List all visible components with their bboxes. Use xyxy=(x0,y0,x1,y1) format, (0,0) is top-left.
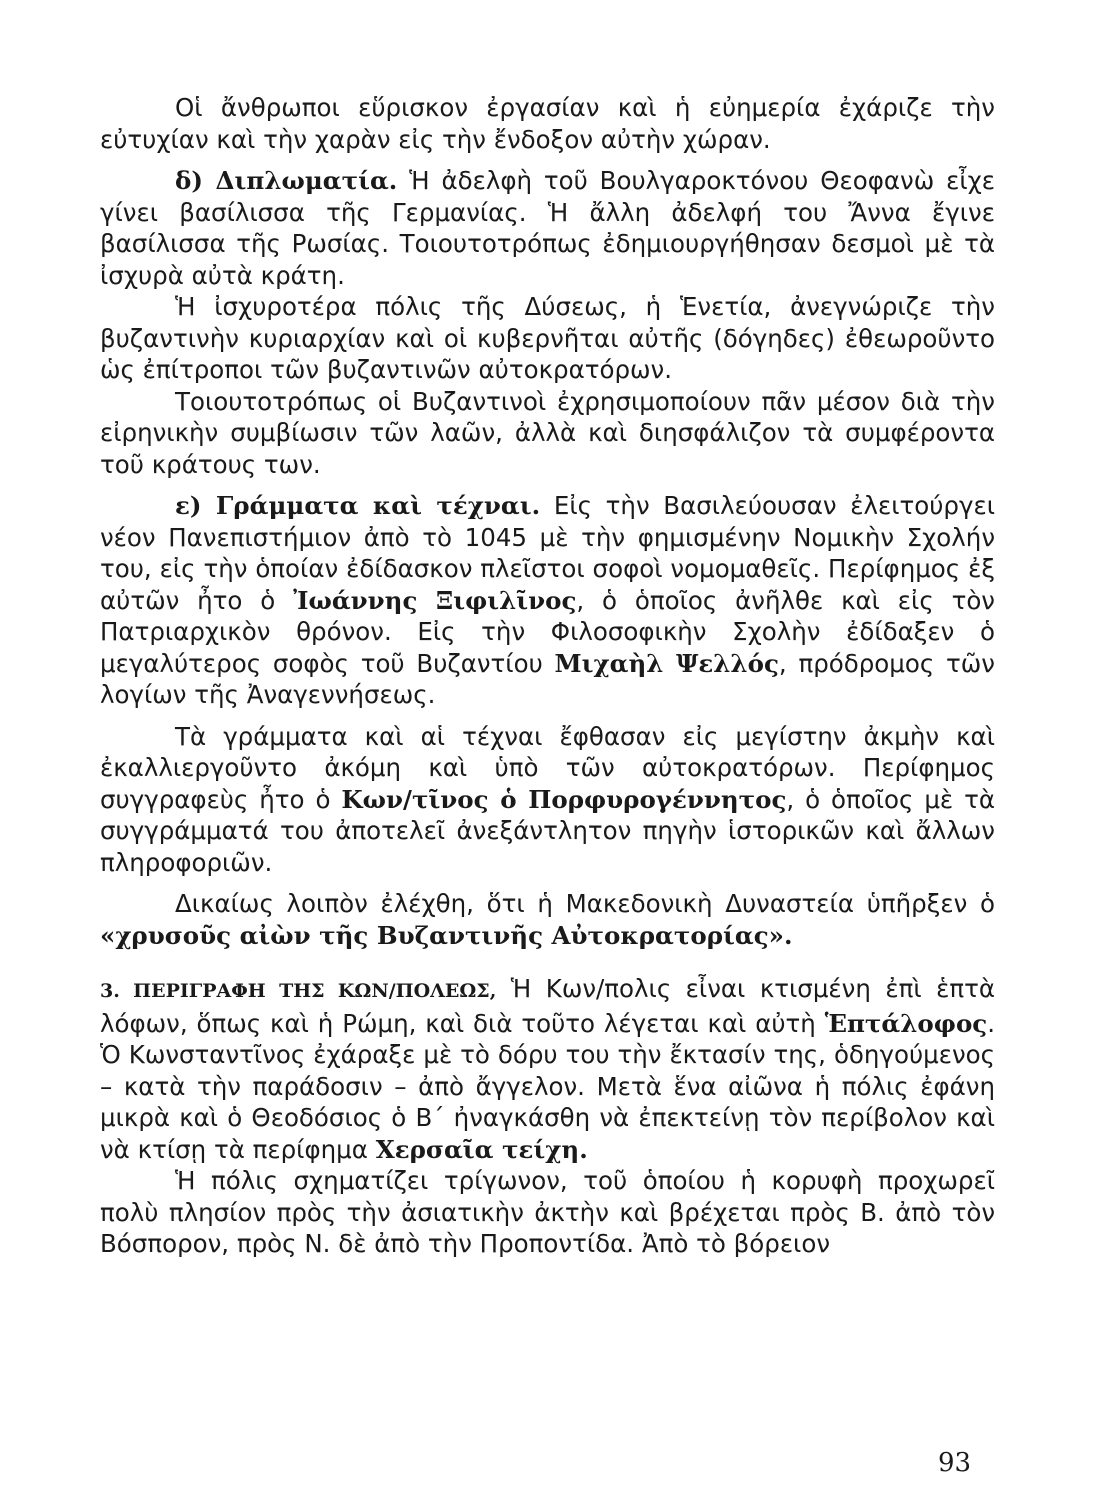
paragraph-triangle: Ἡ πόλις σχηματίζει τρίγωνον, τοῦ ὁποίου ἡ κορυφὴ προχωρεῖ πολὺ πλησίον πρὸς τὴν ἀσιατικὴν ἀκτὴν καὶ βρέχεται πρὸς Β. ἀπὸ τὸν Βόσπορον, πρὸς Ν. δὲ ἀπὸ τὴν Προποντίδα. Ἀπὸ τὸ βόρειον xyxy=(100,1166,995,1258)
name-xiphilinos: Ἰωάννης Ξιφιλῖνος xyxy=(293,585,577,615)
section-heading-diplomacy: δ) Διπλωματία. xyxy=(175,166,398,195)
paragraph-text: , ὁ ὁποῖος μὲ τὰ συγγράμματά του ἀποτελεῖ ἀνεξάντλητον πηγὴν ἱστορικῶν καὶ ἄλλων πληροφοριῶν. xyxy=(100,784,995,877)
page-body xyxy=(100,92,995,1260)
paragraph-diplomacy xyxy=(100,165,995,291)
paragraph-text: Δικαίως λοιπὸν ἐλέχθη, ὅτι ἡ Μακεδονικὴ Δυναστεία ὑπῆρξεν ὁ xyxy=(175,889,995,918)
paragraph-text: Ἡ Κων/πολις εἶναι κτισμένη ἐπὶ ἑπτὰ λόφων, ὅπως καὶ ἡ Ρώμη, καὶ διὰ τοῦτο λέγεται καὶ αὐτὴ xyxy=(100,974,996,1038)
name-psellos: Μιχαὴλ Ψελλός xyxy=(554,648,779,678)
page-number: 93 xyxy=(938,1448,972,1478)
section-heading-letters: ε) Γράμματα καὶ τέχναι. xyxy=(175,491,541,520)
paragraph-text: , ὁ ὁποῖος ἀνῆλθε καὶ εἰς τὸν Πατριαρχικὸν θρόνον. Εἰς τὴν Φιλοσοφικὴν Σχολὴν ἐδίδαξεν ὁ μεγαλύτερος σοφὸς τοῦ Βυζαντίου xyxy=(100,585,995,678)
paragraph-venice: Ἡ ἰσχυροτέρα πόλις τῆς Δύσεως, ἡ Ἑνετία, ἀνεγνώριζε τὴν βυζαντινὴν κυριαρχίαν καὶ οἱ κυβερνῆται αὐτῆς (δόγηδες) ἐθεωροῦντο ὡς ἐπίτροποι τῶν βυζαντινῶν αὐτοκρατόρων. xyxy=(100,292,995,384)
paragraph-letters-arts xyxy=(100,490,995,711)
paragraph-city-description xyxy=(100,973,995,1165)
paragraph-text: Τὰ γράμματα καὶ αἱ τέχναι ἔφθασαν εἰς μεγίστην ἀκμὴν καὶ ἐκαλλιεργοῦντο ἀκόμη καὶ ὑπὸ τῶν αὐτοκρατόρων. Περίφημος συγγραφεὺς ἦτο ὁ xyxy=(100,721,995,814)
paragraph-prosperity: Οἱ ἄνθρωποι εὕρισκον ἐργασίαν καὶ ἡ εὐημερία ἐχάριζε τὴν εὐτυχίαν καὶ τὴν χαρὰν εἰς τὴν ἔνδοξον αὐτὴν χώραν. xyxy=(100,93,995,154)
paragraph-peace: Τοιουτοτρόπως οἱ Βυζαντινοὶ ἐχρησιμοποίουν πᾶν μέσον διὰ τὴν εἰρηνικὴν συμβίωσιν τῶν λαῶν, ἀλλὰ καὶ διησφάλιζον τὰ συμφέροντα τοῦ κράτους των. xyxy=(100,386,995,479)
name-porphyrogennetos: Κων/τῖνος ὁ Πορφυρογέννητος xyxy=(341,784,787,814)
golden-age-phrase: «χρυσοῦς αἰὼν τῆς Βυζαντινῆς Αὐτοκρατορίας». xyxy=(100,920,793,950)
paragraph-literature xyxy=(100,721,995,879)
paragraph-golden-age xyxy=(100,888,995,951)
section-heading-city: 3. ΠΕΡΙΓΡΑΦΗ ΤΗΣ ΚΩΝ/ΠΟΛΕΩΣ, xyxy=(100,980,497,1002)
paragraph-text: Εἰς τὴν Βασιλεύουσαν ἐλειτούργει νέον Πανεπιστήμιον ἀπὸ τὸ 1045 μὲ τὴν φημισμένην Νομικὴν Σχολήν του, εἰς τὴν ὁποίαν ἐδίδασκον πλεῖστοι σοφοὶ νομομαθεῖς. Περίφημος ἐξ αὐτῶν ἦτο ὁ xyxy=(100,491,995,615)
paragraph-text: , πρόδρομος τῶν λογίων τῆς Ἀναγεννήσεως. xyxy=(100,648,995,709)
term-land-walls: Χερσαῖα τείχη. xyxy=(375,1134,588,1164)
paragraph-text: Ἡ ἀδελφὴ τοῦ Βουλγαροκτόνου Θεοφανὼ εἶχε γίνει βασίλισσα τῆς Γερμανίας. Ἡ ἄλλη ἀδελφή του Ἄννα ἔγινε βασίλισσα τῆς Ρωσίας. Τοιουτοτρόπως ἐδημιουργήθησαν δεσμοὶ μὲ τὰ ἰσχυρὰ αὐτὰ κράτη. xyxy=(100,166,995,290)
term-eptalofos: Ἑπτάλοφος xyxy=(824,1008,988,1038)
paragraph-text: . Ὁ Κωνσταντῖνος ἐχάραξε μὲ τὸ δόρυ του τὴν ἔκτασίν της, ὁδηγούμενος – κατὰ τὴν παράδοσιν – ἀπὸ ἄγγελον. Μετὰ ἕνα αἰῶνα ἡ πόλις ἐφάνη μικρὰ καὶ ὁ Θεοδόσιος ὁ Β΄ ἠναγκάσθη νὰ ἐπεκτείνῃ τὸν περίβολον καὶ νὰ κτίσῃ τὰ περίφημα xyxy=(100,1008,995,1164)
